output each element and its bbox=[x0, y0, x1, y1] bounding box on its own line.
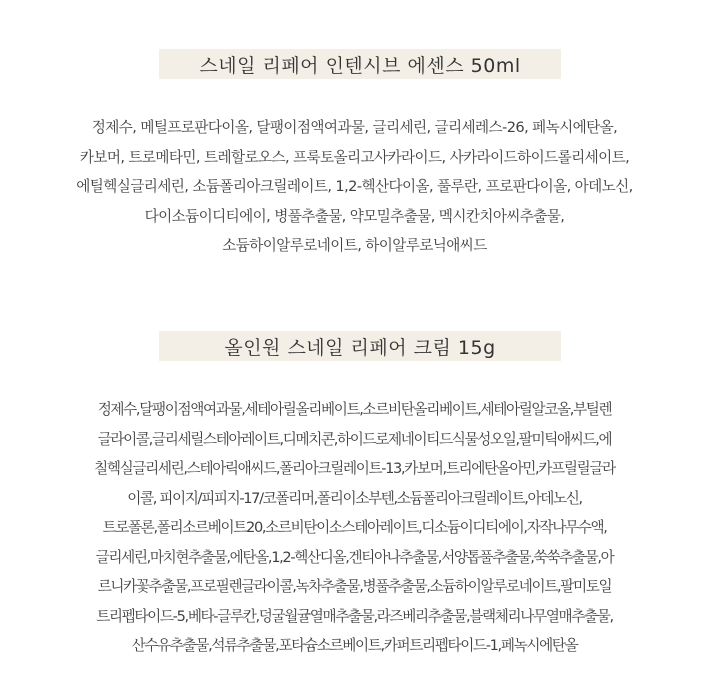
ingredient-line: 소듐하이알루로네이트, 하이알루로닉애씨드 bbox=[222, 237, 487, 254]
ingredient-line: 트로폴론,폴리소르베이트20,소르비탄이소스테아레이트,디소듐이디티에이,자작나무수액, bbox=[102, 519, 607, 536]
ingredient-line: 다이소듐이디티에이, 병풀추출물, 약모밀추출물, 멕시칸치아씨추출물, bbox=[144, 207, 565, 225]
ingredient-line: 정제수, 메틸프로판다이올, 달팽이점액여과물, 글리세린, 글리세레스-26, 페녹시에탄올, bbox=[91, 119, 618, 136]
ingredient-line: 이콜, 피이지/피피지-17/코폴리머,폴리이소부텐,소듐폴리아크릴레이트,아데노신, bbox=[127, 489, 582, 507]
cream-title: 올인원 스네일 리페어 크림 15g bbox=[224, 336, 496, 359]
essence-ingredients bbox=[20, 113, 689, 261]
ingredient-line: 글라이콜,글리세릴스테아레이트,디메치콘,하이드로제네이티드식물성오일,팔미틱애씨드,에 bbox=[97, 430, 612, 448]
ingredient-line: 카보머, 트로메타민, 트레할로오스, 프룩토올리고사카라이드, 사카라이드하이드롤리세이트, bbox=[79, 148, 630, 166]
ingredient-line: 칠헥실글리세린,스테아릭애씨드,폴리아크릴레이트-13,카보머,트리에탄올아민,카프릴릴글라 bbox=[94, 460, 615, 477]
ingredient-line: 트리펩타이드-5,베타-글루칸,덩굴월귤열매추출물,라즈베리추출물,블랙체리나무열매추출물, bbox=[96, 607, 613, 625]
ingredient-line: 산수유추출물,석류추출물,포타슘소르베이트,카퍼트리펩타이드-1,페녹시에탄올 bbox=[131, 637, 578, 654]
ingredient-line: 글리세린,마치현추출물,에탄올,1,2-헥산디올,겐티아나추출물,서양톱풀추출물,쑥쑥추출물,아 bbox=[95, 548, 614, 566]
cream-title-band bbox=[159, 331, 561, 361]
essence-title-band bbox=[159, 49, 561, 79]
ingredient-line: 에틸헥실글리세린, 소듐폴리아크릴레이트, 1,2-헥산다이올, 풀루란, 프로판다이올, 아데노신, bbox=[76, 178, 633, 195]
ingredient-line: 정제수,달팽이점액여과물,세테아릴올리베이트,소르비탄올리베이트,세테아릴알코올,부틸렌 bbox=[97, 401, 612, 418]
ingredient-line: 르니카꽃추출물,프로필렌글라이콜,녹차추출물,병풀추출물,소듐하이알루로네이트,팔미토일 bbox=[97, 578, 612, 595]
cream-ingredients bbox=[20, 395, 689, 661]
essence-title: 스네일 리페어 인텐시브 에센스 50ml bbox=[199, 54, 521, 77]
